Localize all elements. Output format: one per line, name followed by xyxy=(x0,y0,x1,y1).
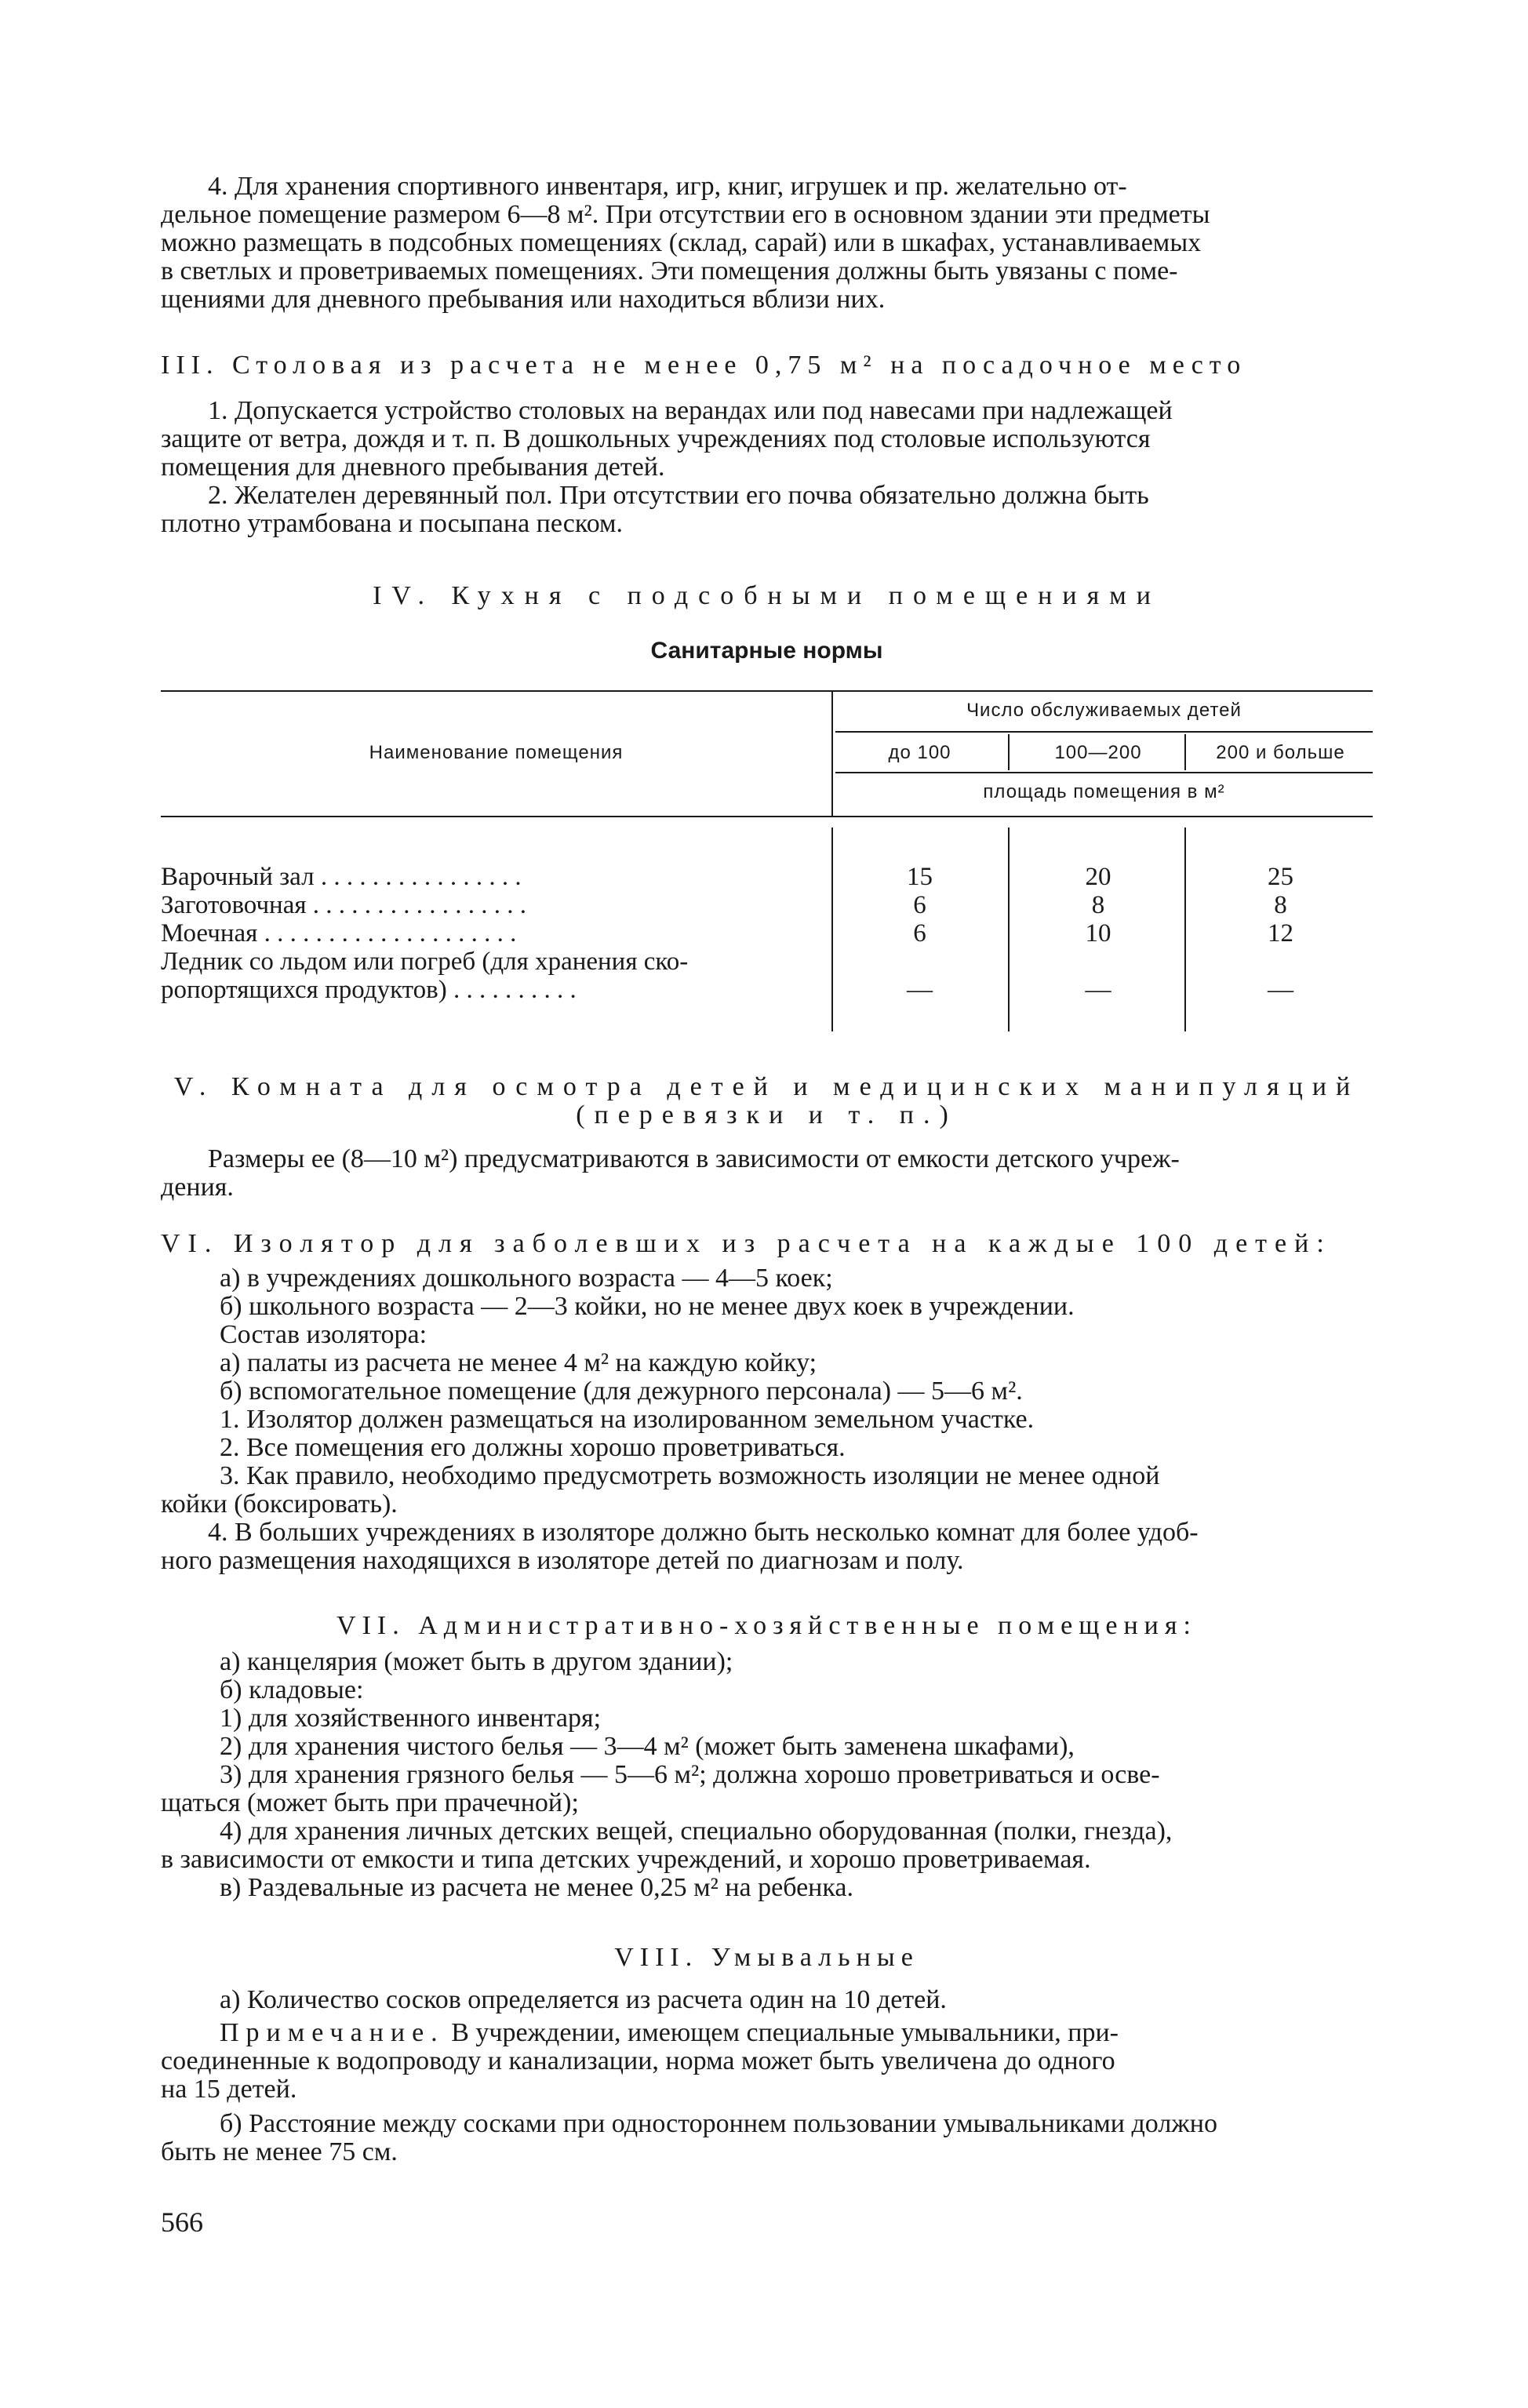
text-line: а) в учреждениях дошкольного возраста — 4—5 коек; xyxy=(220,1264,833,1293)
table-rule xyxy=(161,690,1373,692)
sanitary-norms-table xyxy=(161,690,1373,1035)
section-heading: III. Столовая из расчета не менее 0,75 м² на посадочное место xyxy=(161,351,1247,380)
text-line: в светлых и проветриваемых помещениях. Эти помещения должны быть увязаны с поме- xyxy=(161,256,1178,286)
section-kitchen-heading xyxy=(161,582,1373,610)
paragraph-storage xyxy=(161,173,1373,314)
table-rule xyxy=(1184,734,1186,770)
text-line: 4. В больших учреждениях в изоляторе должно быть несколько комнат для более удоб- xyxy=(208,1518,1199,1547)
table-rule xyxy=(831,690,833,816)
text-line: в зависимости от емкости и типа детских учреждений, и хорошо проветриваемая. xyxy=(161,1845,1091,1874)
section-isolator xyxy=(161,1230,1373,1575)
row-label-washing: Моечная . . . . . . . . . . . . . . . . . . . . xyxy=(161,919,517,948)
header-col-2: 100—200 xyxy=(1054,742,1142,763)
section-heading: VII. Административно-хозяйственные помещения: xyxy=(337,1611,1197,1640)
section-heading: VI. Изолятор для заболевших из расчета на каждые 100 детей: xyxy=(161,1229,1332,1258)
text-line: 4) для хранения личных детских вещей, специально оборудованная (полки, гнезда), xyxy=(220,1817,1173,1846)
cell-value: 6 xyxy=(913,891,926,919)
cell-value: 12 xyxy=(1268,919,1293,948)
text-line: 1. Допускается устройство столовых на верандах или под навесами при надлежащей xyxy=(208,396,1173,425)
text-line: дельное помещение размером 6—8 м². При отсутствии его в основном здании эти предметы xyxy=(161,200,1210,229)
text-line: в) Раздевальные из расчета не менее 0,25 м² на ребенка. xyxy=(220,1873,853,1902)
section-admin xyxy=(161,1612,1373,1902)
text-line: 3) для хранения грязного белья — 5—6 м²; должна хорошо проветриваться и осве- xyxy=(220,1760,1160,1789)
text-line: 2) для хранения чистого белья — 3—4 м² (может быть заменена шкафами), xyxy=(220,1732,1075,1761)
text-line: щаться (может быть при прачечной); xyxy=(161,1788,579,1817)
text-line: щениями для дневного пребывания или находиться вблизи них. xyxy=(161,285,886,314)
page-number: 566 xyxy=(161,2206,203,2238)
section-heading: IV. Кухня с подсобными помещениями xyxy=(373,581,1161,610)
table-rule xyxy=(161,816,1373,817)
note-line xyxy=(161,2019,1373,2047)
section-washrooms xyxy=(161,1944,1373,2166)
text-line: б) кладовые: xyxy=(220,1675,364,1704)
text-line: защите от ветра, дождя и т. п. В дошкольных учреждениях под столовые используются xyxy=(161,424,1151,453)
header-children-count: Число обслуживаемых детей xyxy=(966,700,1242,721)
header-col-1: до 100 xyxy=(888,742,951,763)
text-line: койки (боксировать). xyxy=(161,1490,398,1519)
text-line: а) канцелярия (может быть в другом здании); xyxy=(220,1647,733,1676)
cell-value: 20 xyxy=(1085,863,1111,891)
text-line: 4. Для хранения спортивного инвентаря, игр, книг, игрушек и пр. желательно от- xyxy=(208,172,1127,201)
text-line: 2. Все помещения его должны хорошо проветриваться. xyxy=(220,1433,846,1462)
cell-value: — xyxy=(907,976,933,1004)
text-line: б) школьного возраста — 2—3 койки, но не менее двух коек в учреждении. xyxy=(220,1292,1075,1321)
text-line: помещения для дневного пребывания детей. xyxy=(161,453,665,482)
text-line: б) вспомогательное помещение (для дежурного персонала) — 5—6 м². xyxy=(220,1377,1023,1406)
cell-value: — xyxy=(1085,976,1111,1004)
table-rule xyxy=(835,772,1373,773)
cell-value: 15 xyxy=(907,863,933,891)
row-label-icehouse-cont: ропортящихся продуктов) . . . . . . . . . . xyxy=(161,976,577,1004)
row-label-cooking-hall: Варочный зал . . . . . . . . . . . . . . . . xyxy=(161,863,522,891)
text-line: 3. Как правило, необходимо предусмотреть возможность изоляции не менее одной xyxy=(220,1461,1160,1490)
text-line: на 15 детей. xyxy=(161,2075,297,2104)
text-line: соединенные к водопроводу и канализации, норма может быть увеличена до одного xyxy=(161,2046,1115,2075)
text-line: Размеры ее (8—10 м²) предусматриваются в зависимости от емкости детского учреж- xyxy=(208,1144,1180,1173)
text-line: а) Количество сосков определяется из расчета один на 10 детей. xyxy=(220,1985,947,2014)
text-line: 1) для хозяйственного инвентаря; xyxy=(220,1704,602,1733)
row-label-preparation: Заготовочная . . . . . . . . . . . . . . . . . xyxy=(161,891,527,919)
table-rule xyxy=(835,731,1373,733)
row-label-icehouse: Ледник со льдом или погреб (для хранения ско- xyxy=(161,948,689,976)
text-line: дения. xyxy=(161,1173,234,1202)
table-rule xyxy=(1008,828,1010,1031)
note-text: В учреждении, имеющем специальные умывальники, при- xyxy=(444,2018,1119,2047)
section-dining xyxy=(161,351,1373,538)
section-exam-room xyxy=(161,1073,1373,1202)
text-line: Состав изолятора: xyxy=(220,1320,427,1349)
section-heading-cont: (перевязки и т. п.) xyxy=(576,1100,958,1129)
table-rule xyxy=(1184,828,1186,1031)
table-rule xyxy=(1008,734,1010,770)
text-line: можно размещать в подсобных помещениях (склад, сарай) или в шкафах, устанавливаемых xyxy=(161,228,1202,257)
table-title-text: Санитарные нормы xyxy=(650,638,883,664)
table-title xyxy=(161,637,1373,665)
text-line: б) Расстояние между сосками при одностороннем пользовании умывальниками должно xyxy=(220,2109,1217,2138)
text-line: 1. Изолятор должен размещаться на изолированном земельном участке. xyxy=(220,1405,1035,1434)
text-line: быть не менее 75 см. xyxy=(161,2137,398,2166)
section-heading: VIII. Умывальные xyxy=(614,1943,919,1972)
header-unit: площадь помещения в м² xyxy=(983,781,1225,802)
header-col-3: 200 и больше xyxy=(1216,742,1345,763)
cell-value: 8 xyxy=(1274,891,1287,919)
header-room-name: Наименование помещения xyxy=(369,742,624,763)
cell-value: 8 xyxy=(1091,891,1105,919)
cell-value: — xyxy=(1268,976,1293,1004)
text-line: а) палаты из расчета не менее 4 м² на каждую койку; xyxy=(220,1348,817,1377)
cell-value: 25 xyxy=(1268,863,1293,891)
text-line: плотно утрамбована и посыпана песком. xyxy=(161,509,624,538)
note-label: Примечание. xyxy=(220,2018,445,2047)
text-line: ного размещения находящихся в изоляторе детей по диагнозам и полу. xyxy=(161,1546,964,1575)
section-heading: V. Комната для осмотра детей и медицинских манипуляций xyxy=(173,1072,1360,1101)
cell-value: 10 xyxy=(1085,919,1111,948)
cell-value: 6 xyxy=(913,919,926,948)
text-line: 2. Желателен деревянный пол. При отсутствии его почва обязательно должна быть xyxy=(208,481,1149,510)
